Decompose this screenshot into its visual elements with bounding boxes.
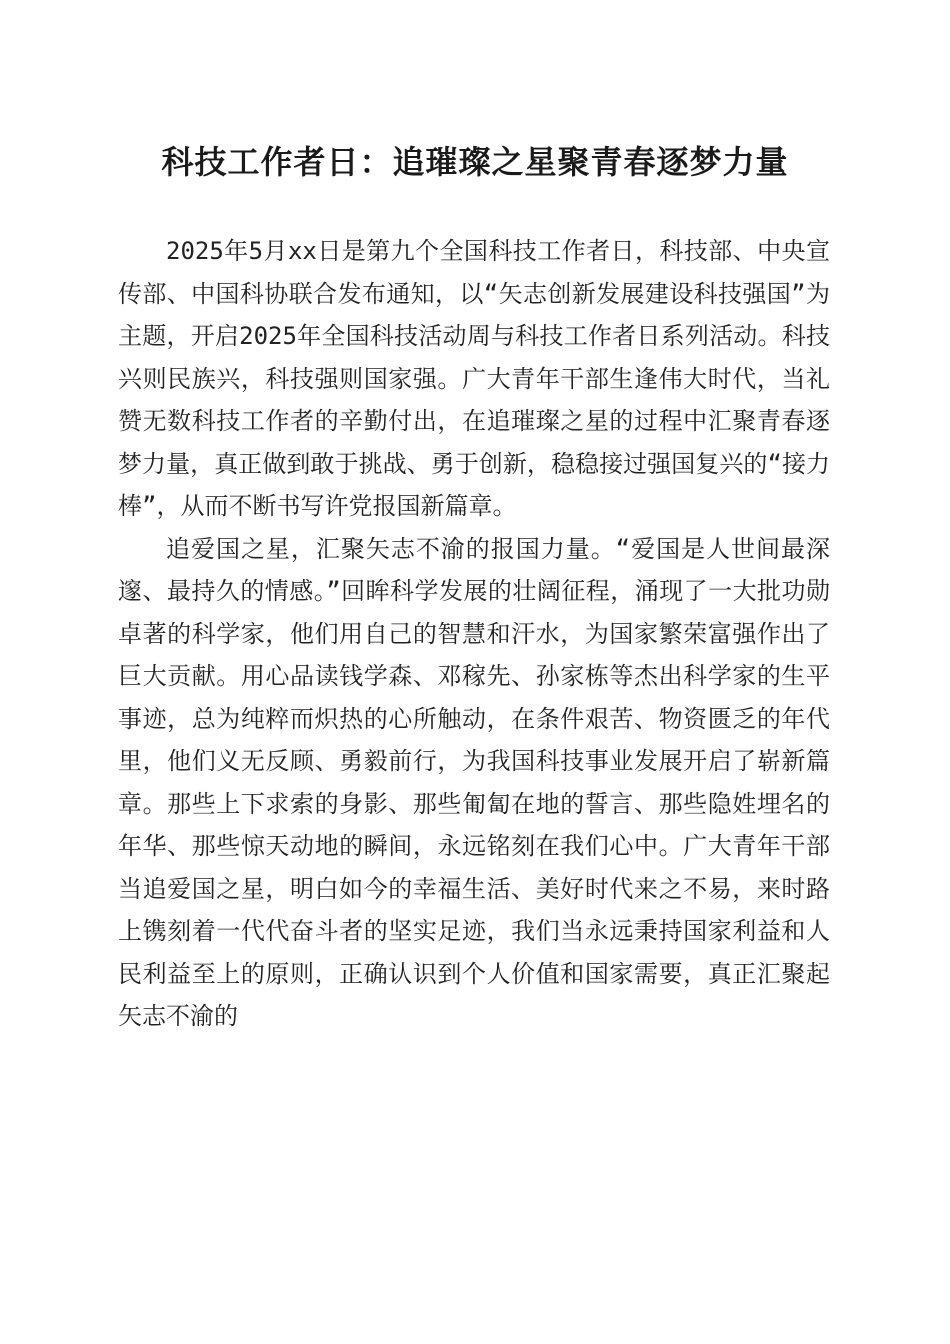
document-body bbox=[118, 230, 830, 1038]
paragraph-patriot-star: 追爱国之星，汇聚矢志不渝的报国力量。“爱国是人世间最深邃、最持久的情感。”回眸科学发展的壮阔征程，涌现了一大批功勋卓著的科学家，他们用自己的智慧和汗水，为国家繁荣富强作出了巨大贡献。用心品读钱学森、邓稼先、孙家栋等杰出科学家的生平事迹，总为纯粹而炽热的心所触动，在条件艰苦、物资匮乏的年代里，他们义无反顾、勇毅前行，为我国科技事业发展开启了崭新篇章。那些上下求索的身影、那些匍匐在地的誓言、那些隐姓埋名的年华、那些惊天动地的瞬间，永远铭刻在我们心中。广大青年干部当追爱国之星，明白如今的幸福生活、美好时代来之不易，来时路上镌刻着一代代奋斗者的坚实足迹，我们当永远秉持国家利益和人民利益至上的原则，正确认识到个人价值和国家需要，真正汇聚起矢志不渝的 bbox=[118, 534, 830, 1030]
document-title: 科技工作者日：追璀璨之星聚青春逐梦力量 bbox=[161, 143, 789, 181]
paragraph-intro: 2025年5月xx日是第九个全国科技工作者日，科技部、中央宣传部、中国科协联合发布通知，以“矢志创新发展建设科技强国”为主题，开启2025年全国科技活动周与科技工作者日系列活动。科技兴则民族兴，科技强则国家强。广大青年干部生逢伟大时代，当礼赞无数科技工作者的辛勤付出，在追璀璨之星的过程中汇聚青春逐梦力量，真正做到敢于挑战、勇于创新，稳稳接过强国复兴的“接力棒”，从而不断书写许党报国新篇章。 bbox=[118, 237, 830, 520]
